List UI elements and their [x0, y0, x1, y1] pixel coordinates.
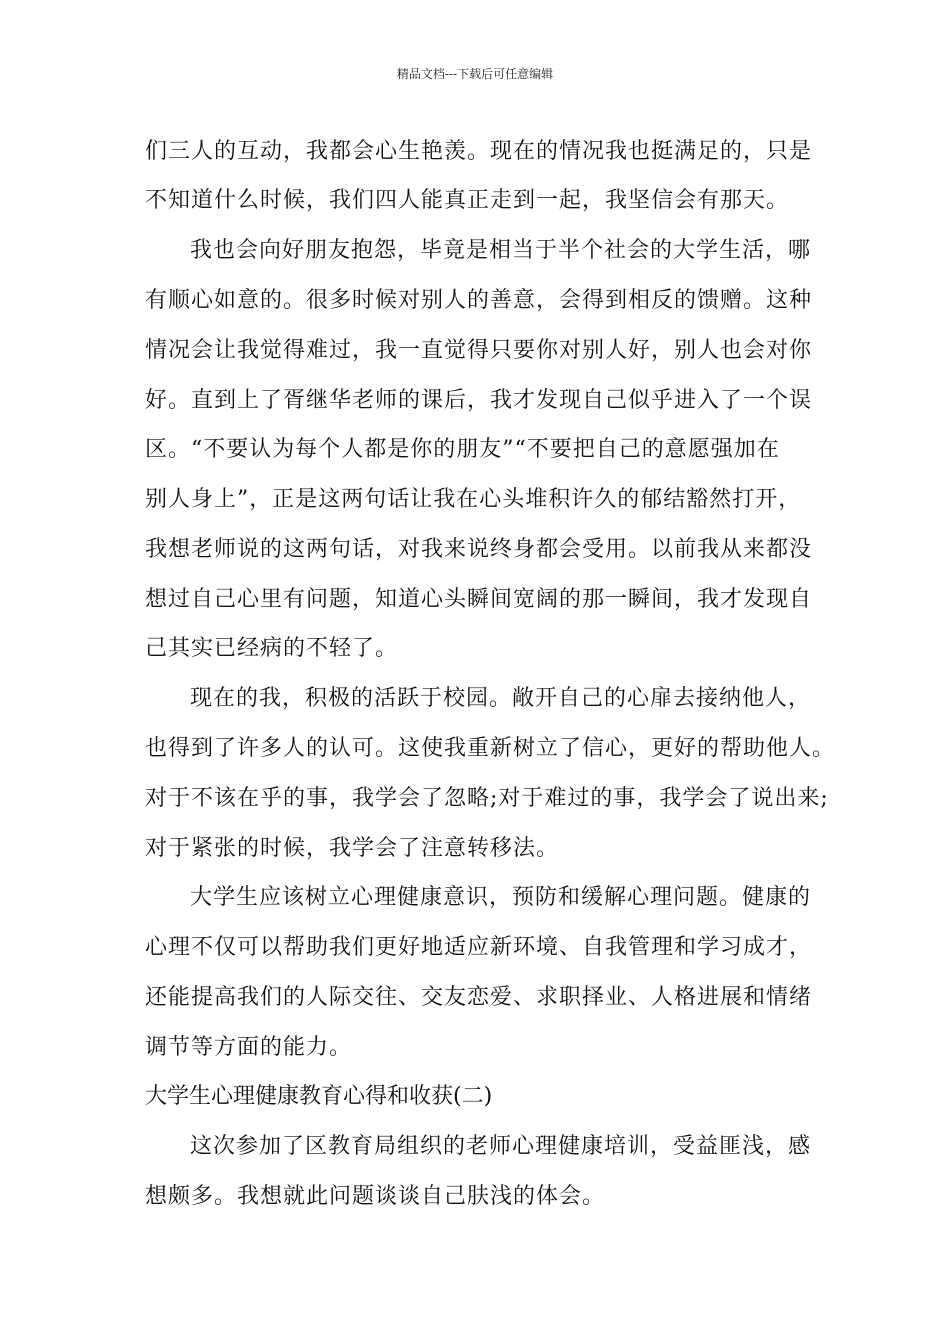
text-line: 还能提高我们的人际交往、交友恋爱、求职择业、人格进展和情绪 — [145, 985, 813, 1010]
text-line: 心理不仅可以帮助我们更好地适应新环境、自我管理和学习成才， — [145, 935, 813, 960]
paragraph-first-line: 大学生应该树立心理健康意识，预防和缓解心理问题。健康的 — [190, 885, 812, 910]
text-line: 对于紧张的时候，我学会了注意转移法。 — [145, 836, 560, 861]
text-line: 区。“不要认为每个人都是你的朋友”“不要把自己的意愿强加在 — [145, 437, 780, 462]
text-line: 想过自己心里有问题，知道心头瞬间宽阔的那一瞬间，我才发现自 — [145, 587, 813, 612]
text-line: 己其实已经病的不轻了。 — [145, 636, 399, 661]
text-line: 们三人的互动，我都会心生艳羡。现在的情况我也挺满足的，只是 — [145, 139, 813, 164]
paragraph-first-line: 这次参加了区教育局组织的老师心理健康培训，受益匪浅，感 — [190, 1134, 812, 1159]
section-heading: 大学生心理健康教育心得和收获(二) — [145, 1084, 493, 1109]
text-line: 有顺心如意的。很多时候对别人的善意，会得到相反的馈赠。这种 — [145, 288, 813, 313]
paragraph-first-line: 我也会向好朋友抱怨，毕竟是相当于半个社会的大学生活，哪 — [190, 238, 812, 263]
text-line: 好。直到上了胥继华老师的课后，我才发现自己似乎进入了一个误 — [145, 388, 813, 413]
text-line: 也得到了许多人的认可。这使我重新树立了信心，更好的帮助他人。 — [145, 736, 836, 761]
page-header: 精品文档---下载后可任意编辑 — [396, 67, 554, 81]
paragraph-first-line: 现在的我，积极的活跃于校园。敞开自己的心扉去接纳他人， — [190, 686, 812, 711]
text-line: 别人身上”，正是这两句话让我在心头堆积许久的郁结豁然打开， — [145, 487, 802, 512]
text-line: 情况会让我觉得难过，我一直觉得只要你对别人好，别人也会对你 — [145, 338, 813, 363]
text-line: 调节等方面的能力。 — [145, 1035, 353, 1060]
text-line: 对于不该在乎的事，我学会了忽略;对于难过的事，我学会了说出来; — [145, 786, 829, 811]
text-line: 我想老师说的这两句话，对我来说终身都会受用。以前我从来都没 — [145, 537, 813, 562]
text-line: 不知道什么时候，我们四人能真正走到一起，我坚信会有那天。 — [145, 188, 790, 213]
text-line: 想颇多。我想就此问题谈谈自己肤浅的体会。 — [145, 1184, 606, 1209]
